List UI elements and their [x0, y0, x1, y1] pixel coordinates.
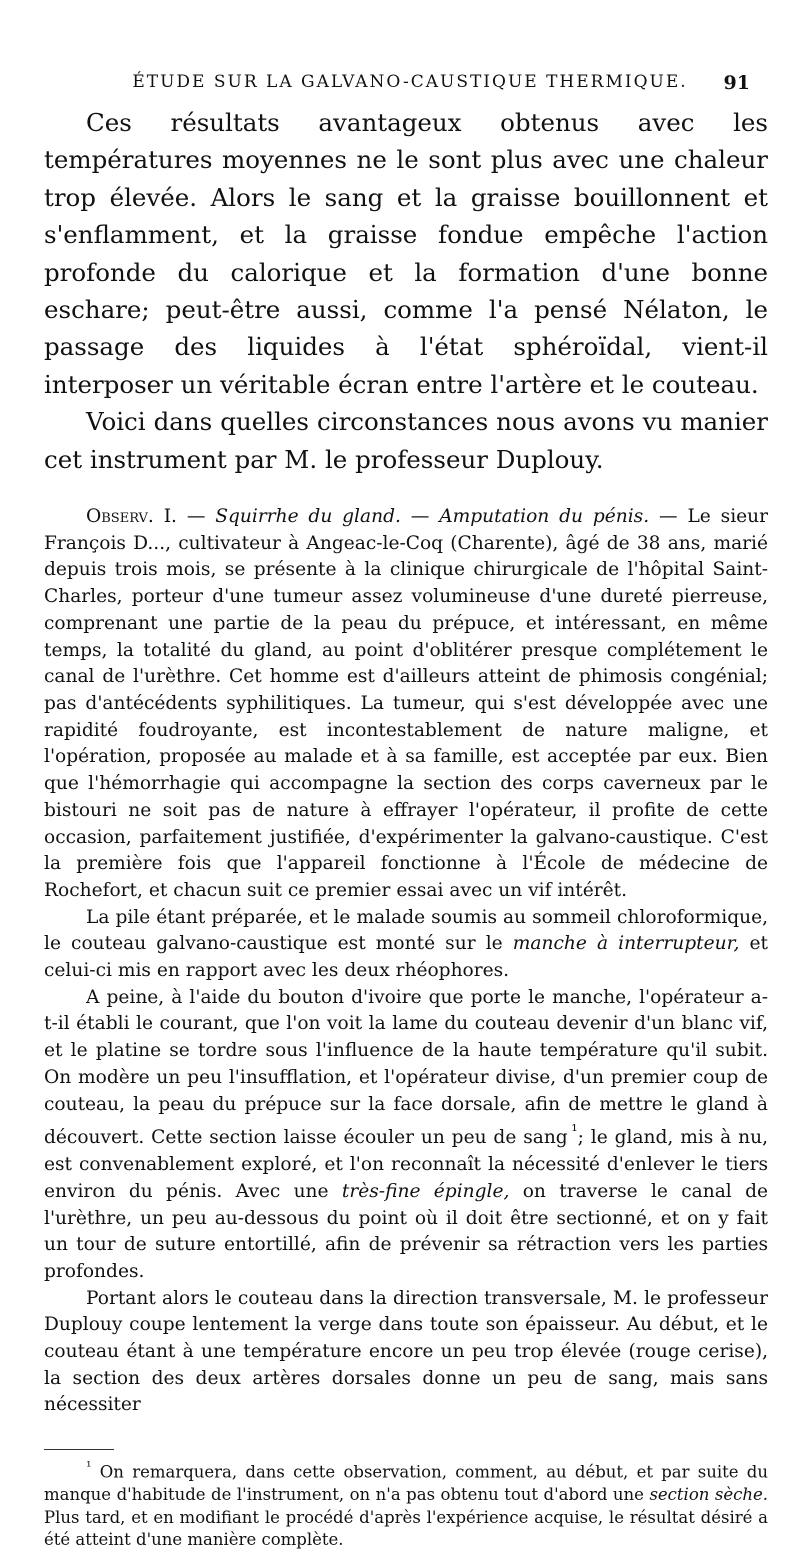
observation-dash: — — [410, 506, 430, 528]
footnote-divider — [44, 1449, 114, 1450]
page-number: 91 — [723, 72, 750, 94]
observation-number: I. — [163, 506, 177, 528]
observation-text: Le sieur François D..., cultivateur à Angeac-le-Coq (Charente), âgé de 38 ans, marié depuis trois mois, se présente à la clinique chirurgicale de l'hôpital Saint-Charles, porteur d'une tumeur assez volumineuse d'une dureté pierreuse, comprenant une partie de la peau du prépuce, et intéressant, en même temps, la totalité du gland, au point d'oblitérer presque complétement le canal de l'urèthre. Cet homme est d'ailleurs atteint de phimosis congénial; pas d'antécédents syphilitiques. La tumeur, qui s'est développée avec une rapidité foudroyante, est incontestablement de nature maligne, et l'opération, proposée au malade et à sa famille, est acceptée par eux. Bien que l'hémorrhagie qui accompagne la section des corps caverneux par le bistouri ne soit pas de nature à effrayer l'opérateur, il profite de cette occasion, parfaitement justifiée, d'expérimenter la galvano-caustique. C'est la première fois que l'appareil fonctionne à l'École de médecine de Rochefort, et chacun suit ce premier essai avec un vif intérêt. — [44, 506, 769, 901]
emphasis-text: manche à interrupteur, — [512, 933, 740, 955]
paragraph-text: A peine, à l'aide du bouton d'ivoire que porte le manche, l'opérateur a-t-il établi le courant, que l'on voit la lame du couteau devenir d'un blanc vif, et le platine se tordre sous l'influence de la haute température qu'il subit. On modère un peu l'insufflation, et l'opérateur divise, d'un premier coup de couteau, la peau du prépuce sur la face dorsale, afin de mettre le gland à découvert. Cette section laisse écouler un peu de sang — [44, 986, 768, 1149]
footnote-marker: ¹ — [86, 1459, 92, 1476]
observation-paragraph-3 — [44, 985, 768, 1286]
footnote-emphasis: section sèche. — [649, 1485, 769, 1505]
paragraph-text: ; le gland, mis à nu, est convenablement exploré, et l'on reconnaît la nécessité d'enlever le tiers environ du pénis. Avec une — [44, 1127, 768, 1202]
footnote-reference[interactable]: ¹ — [571, 1122, 578, 1141]
footnote-text: On remarquera, dans cette observation, comment, au début, et par suite du manque d'habitude de l'instrument, on n'a pas obtenu tout d'abord une — [44, 1462, 768, 1505]
observation-subtitle: Amputation du pénis. — [439, 506, 650, 528]
observation-label: Observ. — [86, 506, 154, 528]
paragraph-results: Ces résultats avantageux obtenus avec les températures moyennes ne le sont plus avec une chaleur trop élevée. Alors le sang et la graisse bouillonnent et s'enflamment, et la graisse fondue empêche l'action profonde du calorique et la formation d'une bonne eschare; peut-être aussi, comme l'a pensé Nélaton, le passage des liquides à l'état sphéroïdal, vient-il interposer un véritable écran entre l'artère et le couteau. — [44, 108, 768, 399]
page-header — [70, 72, 750, 102]
observation-paragraph-2 — [44, 905, 768, 985]
footnote — [44, 1456, 768, 1552]
paragraph-text: on traverse le canal de l'urèthre, un peu au-dessous du point où il doit être sectionné, et on y fait un tour de suture entortillé, afin de prévenir sa rétraction vers les parties profondes. — [44, 1180, 768, 1282]
paragraph-text: et celui-ci mis en rapport avec les deux rhéophores. — [44, 933, 768, 982]
running-head: ÉTUDE SUR LA GALVANO-CAUSTIQUE THERMIQUE. — [132, 72, 688, 92]
observation-paragraph-1 — [44, 504, 768, 905]
page-body — [44, 104, 768, 1552]
observation-dash: — — [186, 506, 206, 528]
emphasis-text: très-fine épingle, — [341, 1180, 510, 1202]
observation-paragraph-4: Portant alors le couteau dans la direction transversale, M. le professeur Duplouy coupe lentement la verge dans toute son épaisseur. Au début, et le couteau étant à une température encore un peu trop élevée (rouge cerise), la section des deux artères dorsales donne un peu de sang, mais sans nécessiter — [44, 1287, 768, 1416]
paragraph-text: La pile étant préparée, et le malade soumis au sommeil chloroformique, le couteau galvano-caustique est monté sur le — [44, 906, 768, 955]
observation-dash: — — [659, 506, 678, 528]
paragraph-circumstances: Voici dans quelles circonstances nous avons vu manier cet instrument par M. le professeur Duplouy. — [44, 407, 768, 474]
footnote-text: Plus tard, et en modifiant le procédé d'après l'expérience acquise, le résultat désiré a été atteint d'une manière complète. — [44, 1507, 768, 1550]
observation-title: Squirrhe du gland. — [215, 506, 401, 528]
